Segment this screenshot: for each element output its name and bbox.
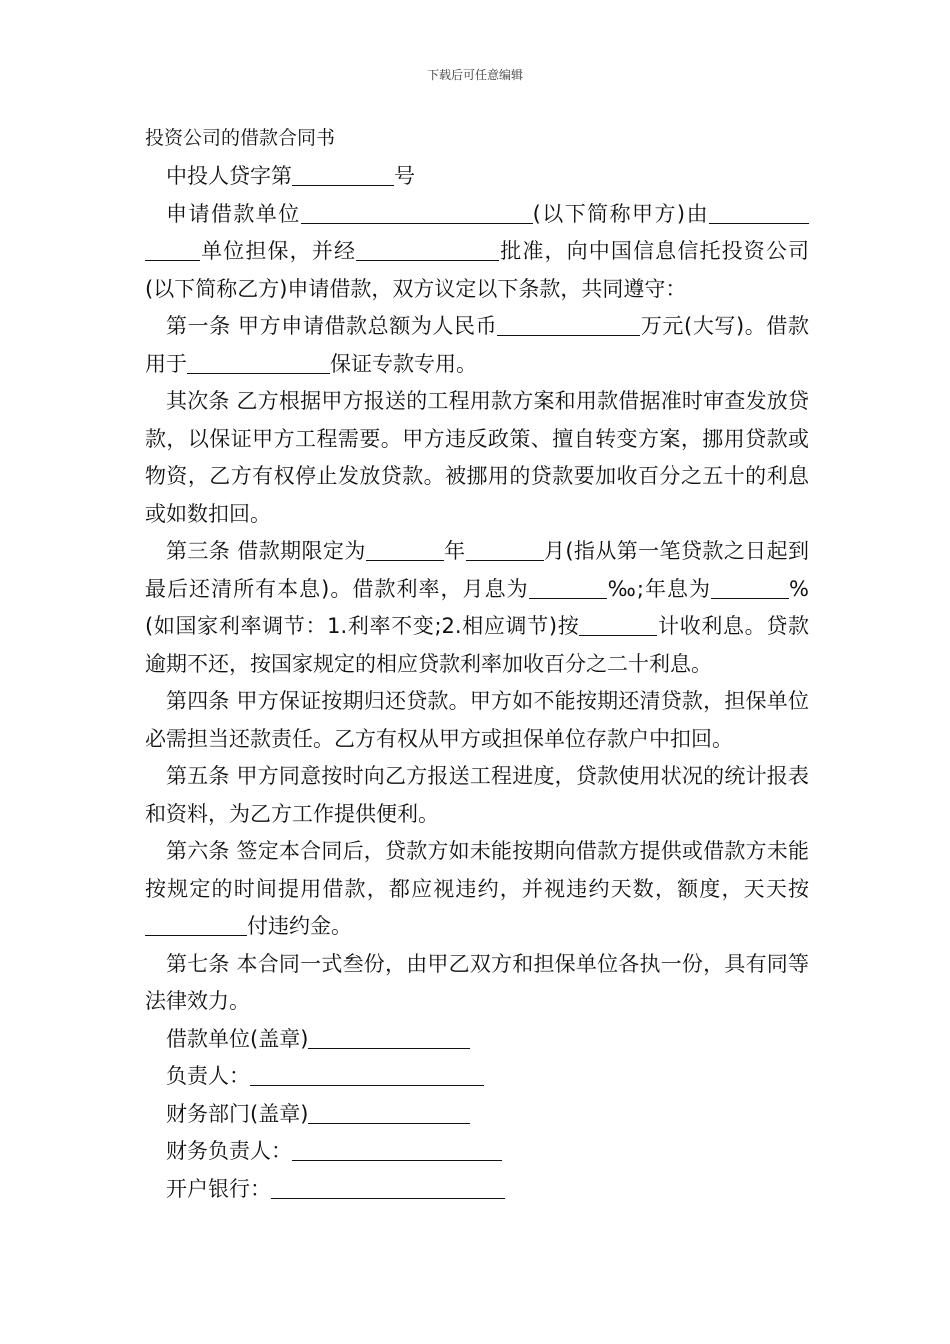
guarantor-unit-blank-part1[interactable]	[709, 201, 809, 224]
penalty-rate-blank[interactable]	[145, 913, 247, 936]
person-in-charge-blank[interactable]	[250, 1063, 484, 1086]
article-1-text: 万元(大写)。借款用于	[145, 314, 809, 376]
article-6-text: 第六条 签定本合同后，贷款方如未能按期向借款方提供或借款方未能按规定的时间提用借款，都应视违约，并视违约天数，额度，天天按	[145, 839, 809, 901]
loan-amount-blank[interactable]	[497, 313, 640, 336]
signature-label: 负责人：	[166, 1064, 250, 1088]
article-3-text: 第三条 借款期限定为	[166, 539, 366, 563]
loan-purpose-blank[interactable]	[187, 351, 330, 374]
intro-paragraph	[145, 196, 809, 309]
contract-title: 投资公司的借款合同书	[145, 127, 336, 149]
article-5: 第五条 甲方同意按时向乙方报送工程进度，贷款使用状况的统计报表和资料，为乙方工作提供便利。	[145, 764, 809, 826]
signature-label: 财务部门(盖章)	[166, 1101, 309, 1126]
article-3-text: %(如国家利率调节：1.利率不变;2.相应调节)按	[145, 576, 809, 638]
monthly-rate-blank[interactable]	[529, 576, 607, 599]
signature-borrower-unit	[145, 1021, 809, 1059]
intro-text: 批准，向中国信息信托投资公司(以下简称乙方)申请借款，双方议定以下条款，共同遵守：	[145, 239, 810, 301]
reference-prefix: 中投人贷字第	[166, 164, 292, 188]
guarantor-unit-blank-part2[interactable]	[145, 238, 200, 261]
contract-reference-line	[145, 158, 809, 196]
intro-text: 单位担保，并经	[200, 239, 357, 263]
signature-label: 财务负责人：	[166, 1139, 292, 1163]
header-note: 下载后可任意编辑	[426, 68, 523, 82]
article-3-text: 计收利息。贷款逾期不还，按国家规定的相应贷款利率加收百分之二十利息。	[145, 614, 809, 676]
loan-term-years-blank[interactable]	[366, 538, 444, 561]
article-6-text: 付违约金。	[247, 914, 352, 938]
signature-finance-dept	[145, 1096, 809, 1134]
signature-label: 开户银行：	[166, 1176, 271, 1201]
loan-term-months-blank[interactable]	[466, 538, 544, 561]
reference-number-blank[interactable]	[292, 163, 394, 186]
borrower-unit-seal-blank[interactable]	[308, 1026, 470, 1049]
reference-suffix: 号	[394, 164, 415, 188]
article-3-text: 月(指从第一笔贷款之日起到最后还清所有本息)。借款利率，月息为	[145, 539, 809, 601]
article-1	[145, 308, 809, 383]
article-4: 第四条 甲方保证按期归还贷款。甲方如不能按期还清贷款，担保单位必需担当还款责任。乙方有权从甲方或担保单位存款户中扣回。	[145, 689, 809, 751]
article-6	[145, 833, 809, 946]
interest-method-blank[interactable]	[579, 613, 657, 636]
annual-rate-blank[interactable]	[711, 576, 789, 599]
article-2: 其次条 乙方根据甲方报送的工程用款方案和用款借据准时审查发放贷款，以保证甲方工程需要。甲方违反政策、擅自转变方案，挪用贷款或物资，乙方有权停止发放贷款。被挪用的贷款要加收百分之五十的利息或如数扣回。	[145, 389, 809, 526]
article-3-text: 年	[443, 539, 466, 563]
bank-blank[interactable]	[271, 1176, 505, 1199]
finance-dept-seal-blank[interactable]	[308, 1101, 470, 1124]
article-3	[145, 533, 809, 683]
contract-body	[145, 122, 809, 1208]
intro-text: 申请借款单位	[166, 201, 301, 226]
approver-blank[interactable]	[356, 238, 499, 261]
finance-head-blank[interactable]	[292, 1138, 502, 1161]
signature-finance-head	[145, 1133, 809, 1171]
article-7: 第七条 本合同一式叁份，由甲乙双方和担保单位各执一份，具有同等法律效力。	[145, 951, 809, 1013]
borrower-unit-blank[interactable]	[301, 201, 533, 224]
intro-text: (以下简称甲方)由	[532, 201, 710, 226]
signature-bank	[145, 1171, 809, 1209]
article-3-text: ‰;年息为	[606, 576, 712, 601]
signature-label: 借款单位(盖章)	[166, 1026, 309, 1051]
article-1-text: 保证专款专用。	[330, 351, 477, 376]
article-1-text: 第一条 甲方申请借款总额为人民币	[166, 314, 498, 338]
signature-person-in-charge	[145, 1058, 809, 1096]
